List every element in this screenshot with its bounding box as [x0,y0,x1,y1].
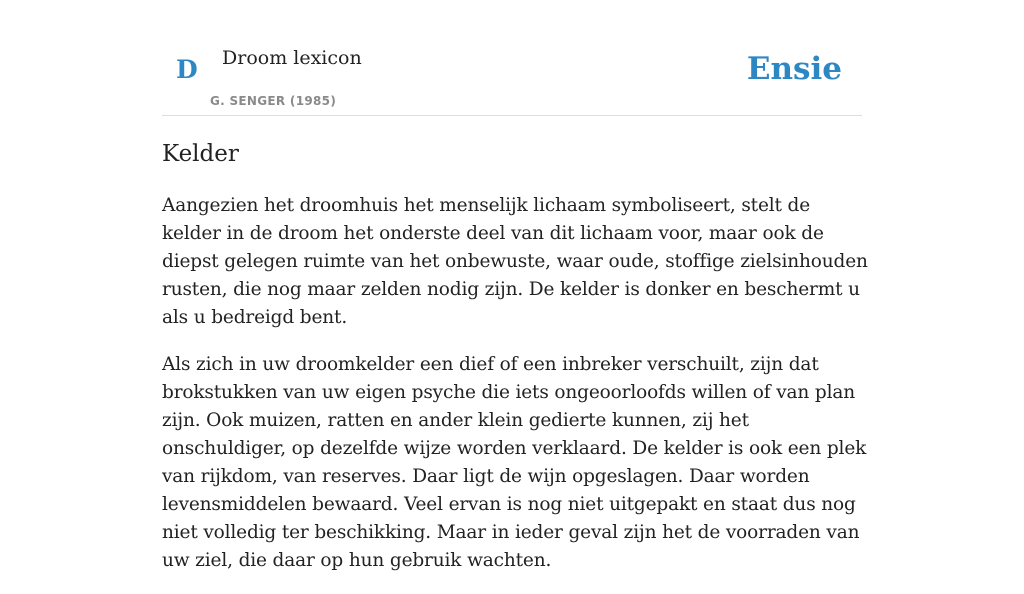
entry-body [162,192,870,594]
brand-logo-link[interactable]: Ensie [746,51,842,87]
book-author: G. SENGER (1985) [210,94,337,108]
entry-title: Kelder [162,141,239,167]
entry-paragraph: Aangezien het droomhuis het menselijk lichaam symboliseert, stelt de kelder in de droom het onderste deel van dit lichaam voor, maar ook de diepst gelegen ruimte van het onbewuste, waar oude, stoffige zielsinhouden rusten, die nog maar zelden nodig zijn. De kelder is donker en beschermt u als u bedreigd bent. [162,195,868,328]
book-logo-letter: D [176,55,198,84]
entry-paragraph: Als zich in uw droomkelder een dief of een inbreker verschuilt, zijn dat brokstukken van uw eigen psyche die iets ongeoorloofds willen of van plan zijn. Ook muizen, ratten en ander klein gedierte kunnen, zij het onschuldiger, op dezelfde wijze worden verklaard. De kelder is ook een plek van rijkdom, van reserves. Daar ligt de wijn opgeslagen. Daar worden levensmiddelen bewaard. Veel ervan is nog niet uitgepakt en staat dus nog niet volledig ter beschikking. Maar in ieder geval zijn het de voorraden van uw ziel, die daar op hun gebruik wachten. [162,354,867,571]
book-title[interactable]: Droom lexicon [222,47,362,69]
header [162,0,862,116]
